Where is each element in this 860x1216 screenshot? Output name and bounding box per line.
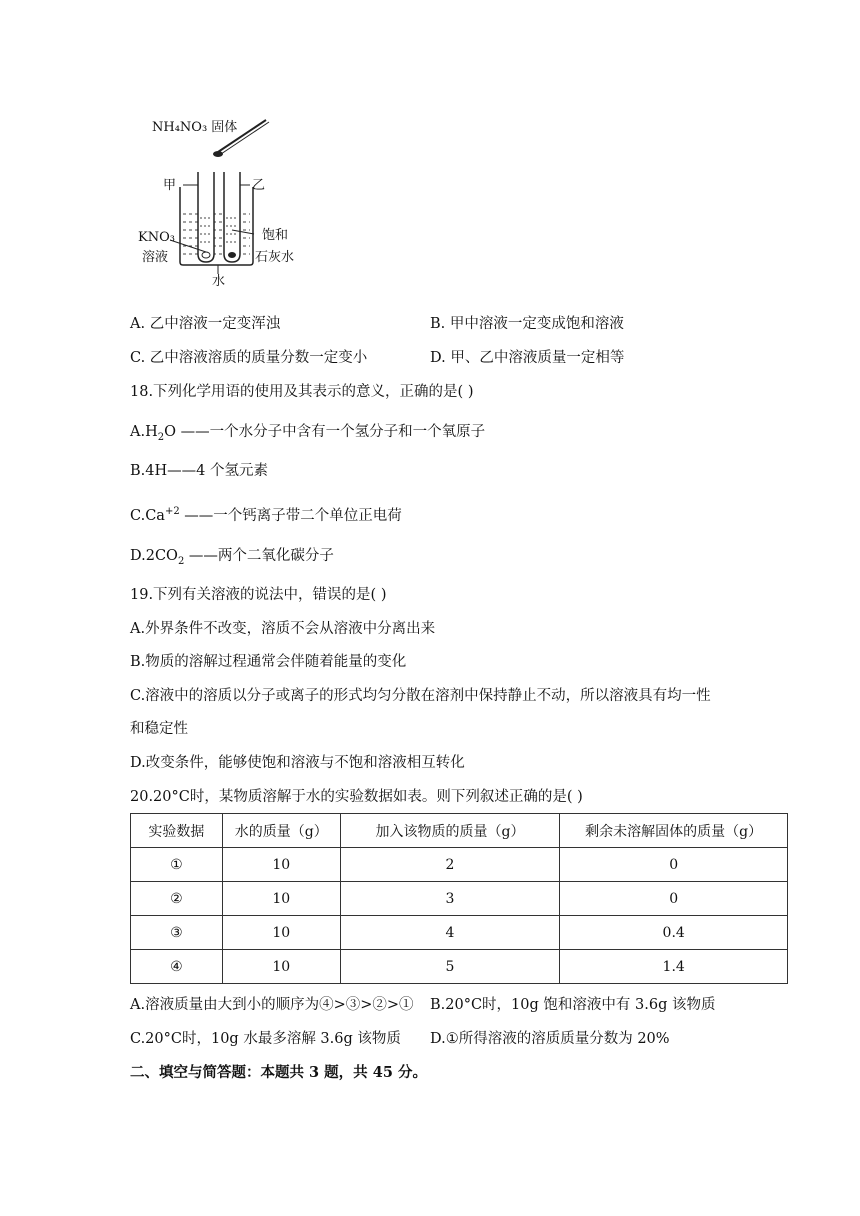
q18-d-sub: 2 (177, 555, 185, 567)
q19-option-b: B.物质的溶解过程通常会伴随着能量的变化 (130, 654, 407, 670)
q18-a-sub: 2 (157, 431, 165, 443)
table-row (131, 916, 788, 950)
table-row (131, 882, 788, 916)
q18-option-b: B.4H——4 个氢元素 (130, 463, 268, 479)
table-cell: 3 (340, 882, 560, 916)
label-nh4no3: NH₄NO₃ 固体 (152, 120, 238, 135)
q19-option-c-line2: 和稳定性 (130, 721, 188, 737)
q18-option-c (130, 502, 402, 526)
table-header: 水的质量（g） (222, 814, 340, 848)
q18-stem: 18.下列化学用语的使用及其表示的意义，正确的是( ) (130, 384, 474, 400)
tube-jia (198, 172, 214, 262)
table-header: 实验数据 (131, 814, 223, 848)
q17-option-a: A. 乙中溶液一定变浑浊 (130, 316, 281, 332)
q19-option-d: D.改变条件，能够使饱和溶液与不饱和溶液相互转化 (130, 755, 465, 771)
q18-a-o: O (164, 424, 177, 440)
table-row (131, 848, 788, 882)
label-yi: 乙 (252, 178, 266, 193)
table-cell: ② (131, 882, 223, 916)
table-header: 加入该物质的质量（g） (340, 814, 560, 848)
table-cell: 0.4 (560, 916, 788, 950)
q18-c-text: ——一个钙离子带二个单位正电荷 (184, 507, 402, 524)
table-cell: 0 (560, 882, 788, 916)
label-kno3: KNO₃ (138, 230, 175, 245)
label-water: 水 (212, 274, 226, 289)
experiment-data-table (130, 813, 788, 984)
beaker (180, 187, 253, 265)
q18-d-formula: 2CO (145, 548, 178, 564)
q18-c-formula: Ca (145, 507, 165, 524)
q17-option-c: C. 乙中溶液溶质的质量分数一定变小 (130, 350, 368, 366)
q18-a-prefix: A. (130, 424, 146, 440)
q18-d-prefix: D. (130, 548, 146, 564)
table-cell: ① (131, 848, 223, 882)
label-limewater: 石灰水 (255, 250, 295, 265)
table-header-row (131, 814, 788, 848)
q17-option-b: B. 甲中溶液一定变成饱和溶液 (430, 316, 624, 332)
q20-stem: 20.20°C时，某物质溶解于水的实验数据如表。则下列叙述正确的是( ) (130, 789, 583, 805)
table-cell: 0 (560, 848, 788, 882)
q18-a-text: ——一个水分子中含有一个氢分子和一个氧原子 (180, 424, 486, 440)
label-jia: 甲 (163, 178, 177, 193)
table-cell: 10 (222, 950, 340, 984)
table-cell: 10 (222, 882, 340, 916)
q18-d-text: ——两个二氧化碳分子 (188, 548, 334, 564)
spatula-solid (213, 151, 223, 157)
q20-option-a: A.溶液质量由大到小的顺序为④>③>②>① (130, 997, 414, 1013)
beaker-diagram (130, 112, 320, 297)
q18-c-sup: +2 (164, 506, 180, 517)
table-cell: 5 (340, 950, 560, 984)
table-row (131, 950, 788, 984)
table-cell: ④ (131, 950, 223, 984)
q20-option-b: B.20°C时，10g 饱和溶液中有 3.6g 该物质 (430, 997, 716, 1013)
label-saturated: 饱和 (262, 228, 289, 243)
label-kno3-solution: 溶液 (142, 250, 169, 265)
q19-option-a: A.外界条件不改变，溶质不会从溶液中分离出来 (130, 621, 436, 637)
tube-yi (224, 172, 240, 262)
table-cell: 4 (340, 916, 560, 950)
q18-a-h: H (145, 424, 158, 440)
q18-c-prefix: C. (130, 507, 146, 524)
q17-option-d: D. 甲、乙中溶液质量一定相等 (430, 350, 625, 366)
q19-stem: 19.下列有关溶液的说法中，错误的是( ) (130, 587, 387, 603)
q20-option-d: D.①所得溶液的溶质质量分数为 20% (430, 1031, 670, 1047)
q18-option-a (130, 422, 485, 448)
table-cell: 10 (222, 916, 340, 950)
section-heading: 二、填空与简答题：本题共 3 题，共 45 分。 (130, 1064, 427, 1081)
table-cell: 2 (340, 848, 560, 882)
table-header: 剩余未溶解固体的质量（g） (560, 814, 788, 848)
precipitate-yi (228, 252, 236, 258)
table-cell: 10 (222, 848, 340, 882)
q18-option-d (130, 546, 334, 572)
q20-option-c: C.20°C时，10g 水最多溶解 3.6g 该物质 (130, 1031, 401, 1047)
experiment-figure (130, 112, 320, 297)
table-cell: 1.4 (560, 950, 788, 984)
q19-option-c-line1: C.溶液中的溶质以分子或离子的形式均匀分散在溶剂中保持静止不动，所以溶液具有均一性 (130, 688, 711, 704)
table-cell: ③ (131, 916, 223, 950)
